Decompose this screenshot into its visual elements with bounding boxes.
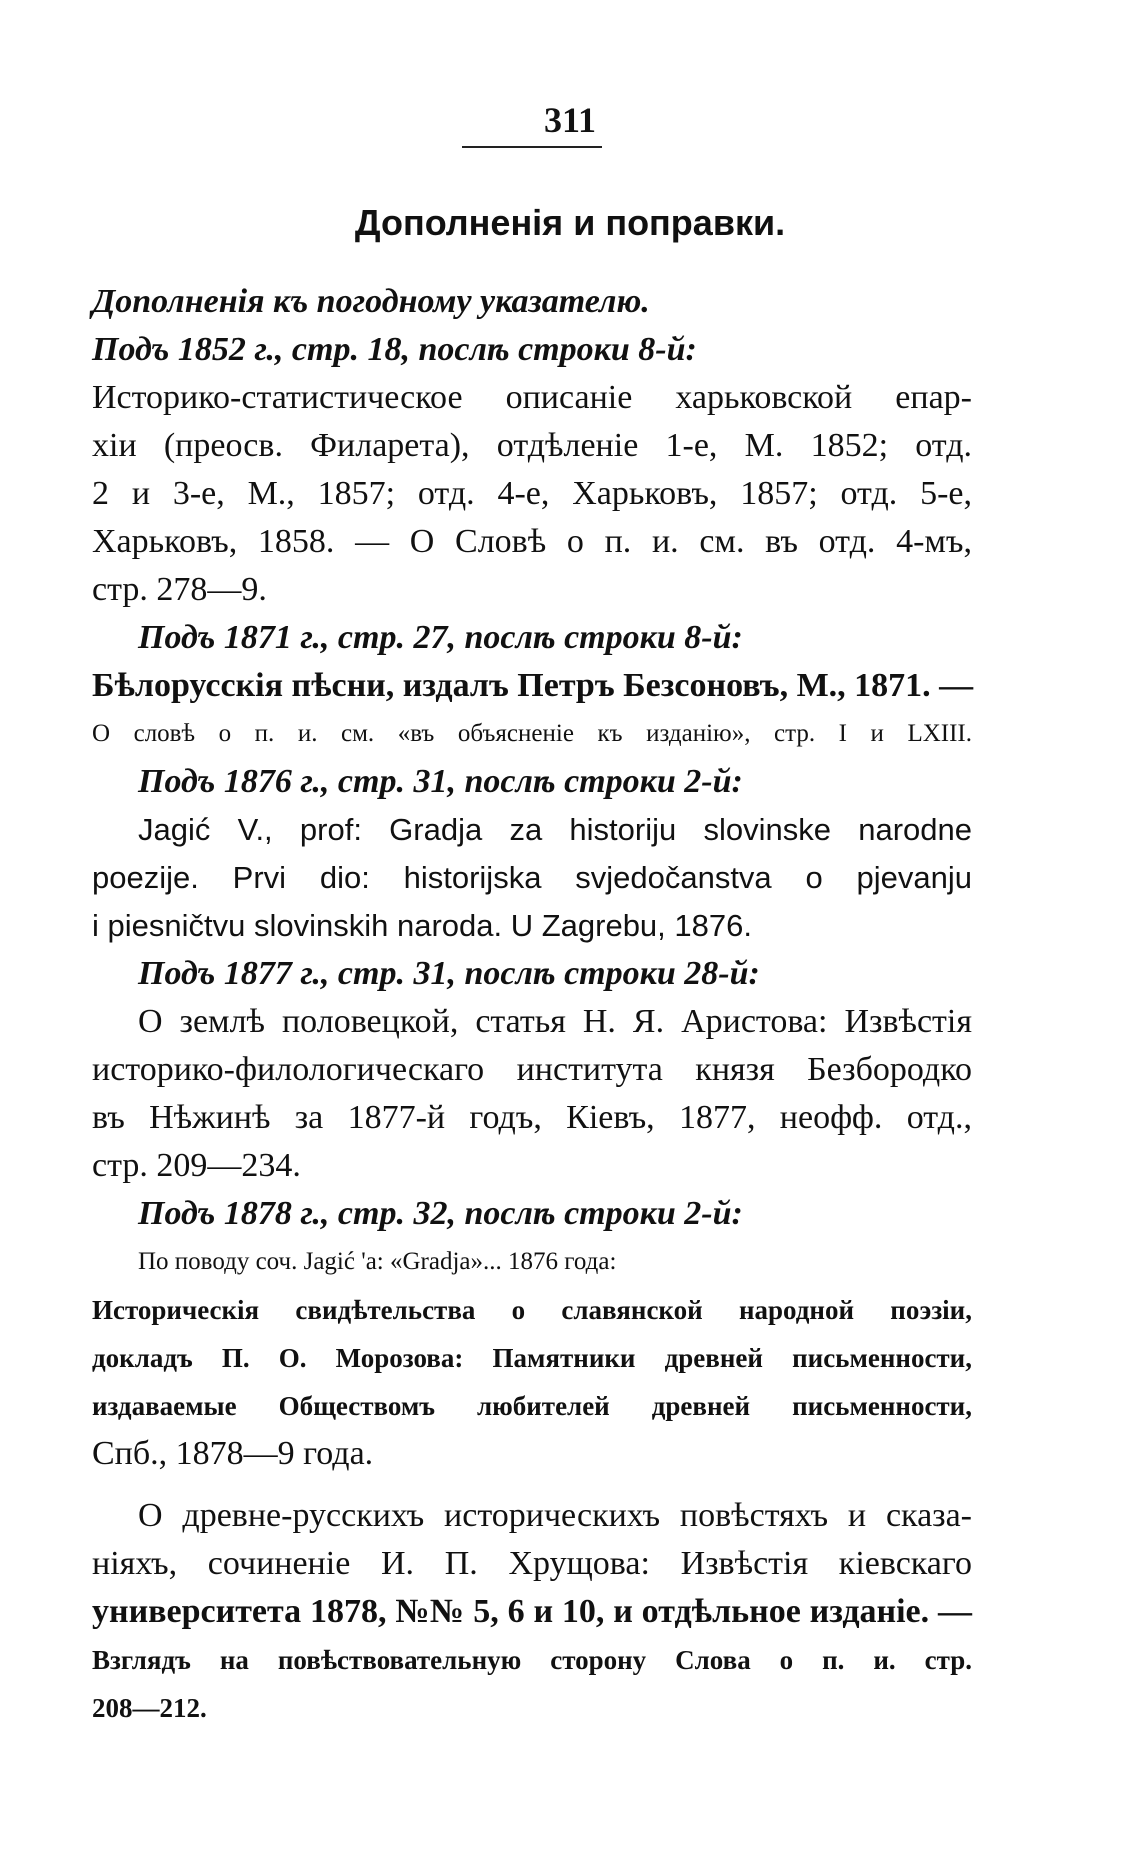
text-line: стр. 209—234. [92,1147,301,1184]
entry-heading-1871: Подъ 1871 г., стр. 27, послѣ строки 8-й: [138,619,743,656]
text-line: Взглядъ на повѣствовательную сторону Слова о п. и. стр. [92,1645,972,1675]
text-line: О словѣ о п. и. см. «въ объясненіе къ изданію», стр. I и LXIII. [92,720,972,747]
text-line: Бѣлорусскія пѣсни, издалъ Петръ Безсоновъ, М., 1871. — [92,667,974,704]
text-line: Харьковъ, 1858. — О Словѣ о п. и. см. въ отд. 4-мъ, [92,523,972,560]
text-line: Историческія свидѣтельства о славянской народной поэзіи, [92,1295,972,1325]
text-line: Спб., 1878—9 года. [92,1435,374,1472]
text-line: О землѣ половецкой, статья Н. Я. Аристова: Извѣстія [138,1003,972,1040]
section-subtitle: Дополненія къ погодному указателю. [92,283,650,320]
text-line: 208—212. [92,1693,207,1723]
text-line: университета 1878, №№ 5, 6 и 10, и отдѣльное изданіе. — [92,1593,972,1630]
body-text [92,278,972,1732]
text-line: хіи (преосв. Филарета), отдѣленіе 1-е, М. 1852; отд. [92,427,972,464]
page-number-rule [462,146,602,148]
text-line: По поводу соч. Jagić 'a: «Gradja»... 1876 года: [138,1248,617,1275]
text-line: ніяхъ, сочиненіе И. П. Хрущова: Извѣстія кіевскаго [92,1545,972,1582]
text-line: poezije. Prvi dio: historijska svjedočanstva o pjevanju [92,860,972,895]
entry-heading-1877: Подъ 1877 г., стр. 31, послѣ строки 28-й: [138,955,760,992]
text-line: i piesničtvu slovinskih naroda. U Zagrebu, 1876. [92,908,752,943]
text-line: Jagić V., prof: Gradja za historiju slovinske narodne [138,812,972,847]
text-line: Историко-статистическое описаніе харьковской епар- [92,379,972,416]
text-line: 2 и 3-е, М., 1857; отд. 4-е, Харьковъ, 1857; отд. 5-е, [92,475,972,512]
page-number: 311 [543,100,596,140]
text-line: издаваемые Обществомъ любителей древней письменности, [92,1391,972,1421]
text-line: докладъ П. О. Морозова: Памятники древней письменности, [92,1343,972,1373]
text-line: стр. 278—9. [92,571,267,608]
text-line: О древне-русскихъ историческихъ повѣстяхъ и сказа- [138,1497,972,1534]
text-line: въ Нѣжинѣ за 1877-й годъ, Кіевъ, 1877, неофф. отд., [92,1099,972,1136]
entry-heading-1876: Подъ 1876 г., стр. 31, послѣ строки 2-й: [138,763,743,800]
page-title: Дополненія и поправки. [354,202,786,243]
entry-heading-1878: Подъ 1878 г., стр. 32, послѣ строки 2-й: [138,1195,743,1232]
entry-heading-1852: Подъ 1852 г., стр. 18, послѣ строки 8-й: [92,331,697,368]
paragraph-gap [92,1478,972,1492]
text-line: историко-филологическаго института князя Безбородко [92,1051,972,1088]
